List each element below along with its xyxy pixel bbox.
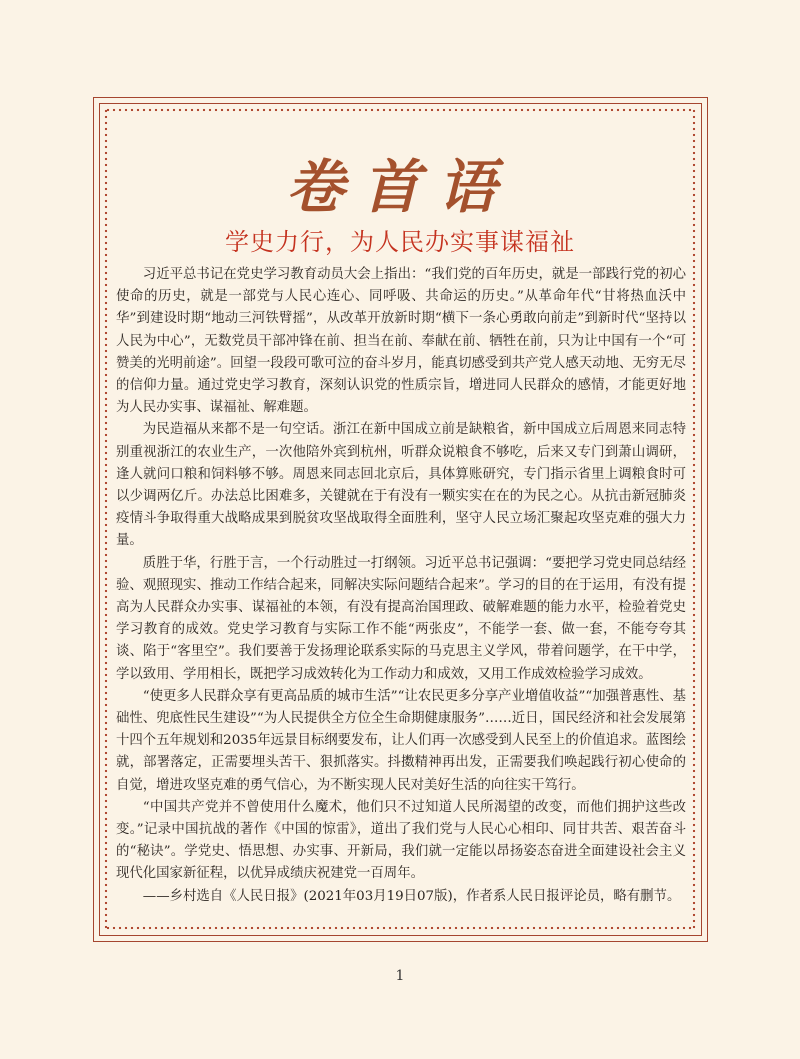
article-body bbox=[116, 264, 686, 908]
dotted-border-bottom bbox=[105, 926, 695, 930]
paragraph: 习近平总书记在党史学习教育动员大会上指出：“我们党的百年历史，就是一部践行党的初心使命的历史，就是一部党与人民心连心、同呼吸、共命运的历史。”从革命年代“甘将热血沃中华”到建设时期“地动三河铁臂摇”，从改革开放新时期“横下一条心勇敢向前走”到新时代“坚持以人民为中心”，无数党员干部冲锋在前、担当在前、奉献在前、牺牲在前，只为让中国有一个“可赞美的光明前途”。回望一段段可歌可泣的奋斗岁月，能真切感受到共产党人感天动地、无穷无尽的信仰力量。通过党史学习教育，深刻认识党的性质宗旨，增进同人民群众的感情，才能更好地为人民办实事、谋福祉、解难题。 bbox=[116, 267, 686, 416]
paragraph: “使更多人民群众享有更高品质的城市生活”“让农民更多分享产业增值收益”“加强普惠性、基础性、兜底性民生建设”“为人民提供全方位全生命期健康服务”……近日，国民经济和社会发展第十四个五年规划和2035年远景目标纲要发布，让人们再一次感受到人民至上的价值追求。蓝图绘就，部署落定，正需要埋头苦干、狠抓落实。抖擞精神再出发，正需要我们唤起践行初心使命的自觉，增进攻坚克难的勇气信心，为不断实现人民对美好生活的向往实干笃行。 bbox=[116, 688, 686, 793]
paragraph: 为民造福从来都不是一句空话。浙江在新中国成立前是缺粮省，新中国成立后周恩来同志特别重视浙江的农业生产，一次他陪外宾到杭州，听群众说粮食不够吃，后来又专门到萧山调研，逢人就问口粮和饲料够不够。周恩来同志回北京后，具体算账研究，专门指示省里上调粮食时可以少调两亿斤。办法总比困难多，关键就在于有没有一颗实实在在的为民之心。从抗击新冠肺炎疫情斗争取得重大战略成果到脱贫攻坚战取得全面胜利，坚守人民立场汇聚起攻坚克难的强大力量。 bbox=[116, 422, 686, 549]
source-note: ——乡村选自《人民日报》(2021年03月19日07版)，作者系人民日报评论员，略有删节。 bbox=[142, 888, 681, 904]
dotted-border-top bbox=[105, 108, 695, 112]
article-subtitle: 学史力行，为人民办实事谋福祉 bbox=[225, 228, 575, 256]
paragraph: 质胜于华，行胜于言，一个行动胜过一打纲领。习近平总书记强调：“要把学习党史同总结经验、观照现实、推动工作结合起来，同解决实际问题结合起来”。学习的目的在于运用，有没有提高为人民群众办实事、谋福祉的本领，有没有提高治国理政、破解难题的能力水平，检验着党史学习教育的成效。党史学习教育与实际工作不能“两张皮”，不能学一套、做一套，不能夸夸其谈、陷于“客里空”。我们要善于发扬理论联系实际的马克思主义学风，带着问题学，在干中学，学以致用、学用相长，既把学习成效转化为工作动力和成效，又用工作成效检验学习成效。 bbox=[116, 555, 686, 682]
calligraphy-title: 卷首语 bbox=[285, 153, 514, 221]
paragraph: “中国共产党并不曾使用什么魔术，他们只不过知道人民所渴望的改变，而他们拥护这些改变。”记录中国抗战的著作《中国的惊雷》，道出了我们党与人民心心相印、同甘共苦、艰苦奋斗的“秘诀”。学党史、悟思想、办实事、开新局，我们就一定能以昂扬姿态奋进全面建设社会主义现代化国家新征程，以优异成绩庆祝建党一百周年。 bbox=[116, 799, 686, 882]
page-number: 1 bbox=[395, 968, 405, 984]
